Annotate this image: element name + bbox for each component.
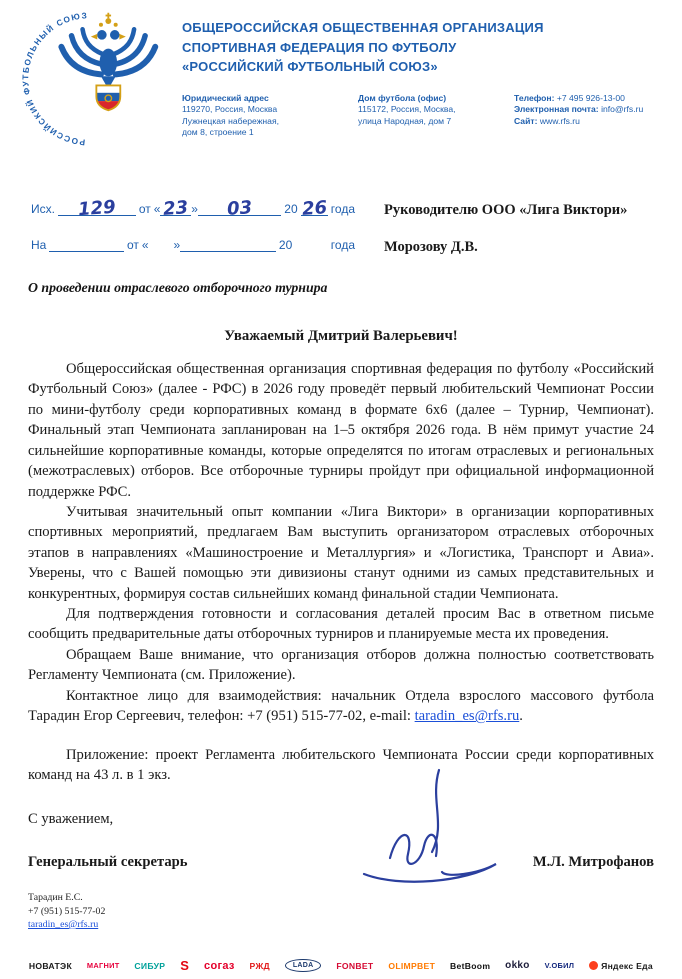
- addressee-organization: Руководителю ООО «Лига Виктори»: [384, 202, 628, 218]
- executor-name: Тарадин Е.С.: [28, 892, 83, 904]
- org-name: [182, 18, 674, 77]
- incoming-label: На: [31, 238, 47, 252]
- rfs-emblem-wrap: [18, 10, 170, 148]
- from-word: от: [127, 238, 139, 252]
- partner-logos-strip: [0, 958, 682, 973]
- phone-label: Телефон:: [514, 92, 555, 103]
- day-field: [160, 197, 191, 220]
- regards-line: С уважением,: [28, 811, 114, 828]
- office-address-block: [358, 93, 488, 139]
- office-address-title: Дом футбола (офис): [358, 92, 447, 103]
- year-field: [301, 197, 328, 220]
- contact-email-link[interactable]: taradin_es@rfs.ru: [414, 708, 520, 725]
- partner-logo-okko: okko: [505, 960, 530, 971]
- partner-logo-s-mark: S: [180, 958, 190, 973]
- outgoing-label: Исх.: [31, 202, 55, 216]
- partner-logo-lada: LADA: [285, 959, 322, 972]
- month-field: [198, 197, 281, 220]
- partner-logo-fonbet: FONBET: [336, 960, 374, 971]
- legal-address-line: дом 8, строение 1: [182, 127, 254, 138]
- svg-text:РОССИЙСКИЙ ФУТБОЛЬНЫЙ СОЮЗ: [21, 11, 88, 146]
- partner-logo-sibur: СИБУР: [134, 960, 166, 971]
- partner-logo-yandex-eda: [589, 961, 653, 971]
- quote-close: »: [173, 238, 181, 252]
- from-word: от: [138, 202, 151, 216]
- contact-text: Контактное лицо для взаимодействия: начальник Отдела взрослого массового футбола Тарадин Егор Сергеевич, телефон: +7 (951) 515-77-02, e-mail:: [28, 687, 654, 725]
- legal-address-line: Лужнецкая набережная,: [182, 115, 280, 126]
- partner-logo-rzd: РЖД: [249, 960, 270, 971]
- outgoing-number-field: [58, 196, 136, 221]
- quote-close: »: [191, 202, 198, 216]
- signer-position: Генеральный секретарь: [28, 854, 188, 871]
- year-word: года: [330, 238, 355, 252]
- handwritten-month: 03: [226, 197, 253, 220]
- century-prefix: 20: [278, 238, 293, 252]
- contact-text-end: .: [519, 708, 523, 725]
- incoming-ref-line: [28, 238, 358, 252]
- yandex-eda-label: Яндекс Еда: [601, 960, 654, 971]
- outgoing-ref-line: [28, 196, 358, 221]
- rfs-eagle-emblem: [18, 10, 160, 148]
- paragraph-contact: [28, 686, 654, 727]
- emblem-arc-text: РОССИЙСКИЙ ФУТБОЛЬНЫЙ СОЮЗ: [21, 11, 89, 147]
- closing-block: [0, 811, 682, 871]
- org-name-line1: ОБЩЕРОССИЙСКАЯ ОБЩЕСТВЕННАЯ ОРГАНИЗАЦИЯ: [182, 20, 544, 35]
- executor-phone: +7 (951) 515-77-02: [28, 905, 106, 917]
- legal-address-block: [182, 93, 332, 139]
- partner-logo-mobil: V.ОБИЛ: [544, 961, 575, 970]
- quote-open: «: [153, 202, 161, 216]
- partner-logo-olimpbet: OLIMPBET: [388, 960, 436, 971]
- letter-subject: О проведении отраслевого отборочного турнира: [28, 280, 328, 295]
- site-label: Сайт:: [514, 115, 538, 126]
- partner-logo-sogaz: согаз: [204, 959, 235, 972]
- signer-name: М.Л. Митрофанов: [532, 854, 654, 871]
- addressee-block: [358, 200, 654, 274]
- partner-logo-betboom: BetBoom: [450, 960, 491, 971]
- yandex-eda-dot-icon: [589, 961, 598, 970]
- partner-logo-magnit: МАГНИТ: [86, 961, 120, 970]
- month-field-empty: [180, 251, 276, 252]
- legal-address-line: 119270, Россия, Москва: [182, 104, 278, 115]
- org-name-line2: СПОРТИВНАЯ ФЕДЕРАЦИЯ ПО ФУТБОЛУ: [182, 39, 457, 55]
- incoming-number-field: [49, 251, 124, 252]
- site-value[interactable]: www.rfs.ru: [539, 115, 580, 126]
- addressee-person: Морозову Д.В.: [384, 239, 478, 255]
- contacts-block: [514, 93, 674, 139]
- letterhead: [0, 0, 682, 148]
- handwritten-year: 26: [301, 197, 328, 220]
- legal-address-title: Юридический адрес: [182, 92, 269, 103]
- partner-logo-novatek: НОВАТЭК: [28, 960, 73, 971]
- handwritten-outgoing-number: 129: [77, 196, 117, 221]
- reference-fields: [28, 196, 358, 274]
- paragraph-confirmation: Для подтверждения готовности и согласования деталей просим Вас в ответном письме сообщить предварительные даты отборочных турниров и планируемые места их проведения.: [28, 606, 654, 643]
- phone-value: +7 495 926-13-00: [556, 92, 625, 103]
- letter-body: [0, 345, 682, 785]
- office-address-line: улица Народная, дом 7: [358, 115, 452, 126]
- salutation: Уважаемый Дмитрий Валерьевич!: [224, 328, 458, 344]
- office-address-line: 115172, Россия, Москва,: [358, 104, 456, 115]
- email-label: Электронная почта:: [514, 104, 599, 115]
- century-prefix: 20: [284, 202, 298, 216]
- paragraph-regulations: Обращаем Ваше внимание, что организация отборов должна полностью соответствовать Регламенту Чемпионата (см. Приложение).: [28, 646, 654, 684]
- quote-open: «: [141, 238, 149, 252]
- paragraph-attachment: Приложение: проект Регламента любительского Чемпионата России среди корпоративных команд на 43 л. в 1 экз.: [28, 746, 654, 784]
- handwritten-day: 23: [162, 197, 190, 220]
- paragraph-championship: Общероссийская общественная организация спортивная федерация по футболу «Российский Футбольный Союз» (далее - РФС) в 2026 году проведёт первый любительский Чемпионат России по мини-футболу среди корпоративных команд в формате 6х6 (далее – Турнир, Чемпионат). Финальный этап Чемпионата запланирован на 1–5 октября 2026 года. В нём примут участие 24 сильнейшие корпоративные команды, которые определятся по итогам отраслевых и региональных (межотраслевых) отборов. Все отборочные турниры пройдут при официальной информационной поддержке РФС.: [28, 361, 654, 500]
- executor-footer: [28, 891, 105, 931]
- org-name-line3: «РОССИЙСКИЙ ФУТБОЛЬНЫЙ СОЮЗ»: [182, 59, 438, 74]
- executor-email-link[interactable]: taradin_es@rfs.ru: [28, 918, 99, 930]
- paragraph-proposal: Учитывая значительный опыт компании «Лига Виктори» в организации корпоративных спортивных мероприятий, предлагаем Вам выступить организатором отраслевых отборочных этапов в направлениях «Машиностроение и Металлургия» и «Логистика, Транспорт и Авиа». Уверены, что с Вашей помощью эти дивизионы станут одними из самых представительных и конкурентных, формируя состав сильнейших команд финальной стадии Чемпионата.: [28, 503, 654, 602]
- year-word: года: [330, 202, 355, 216]
- email-value[interactable]: info@rfs.ru: [601, 104, 644, 115]
